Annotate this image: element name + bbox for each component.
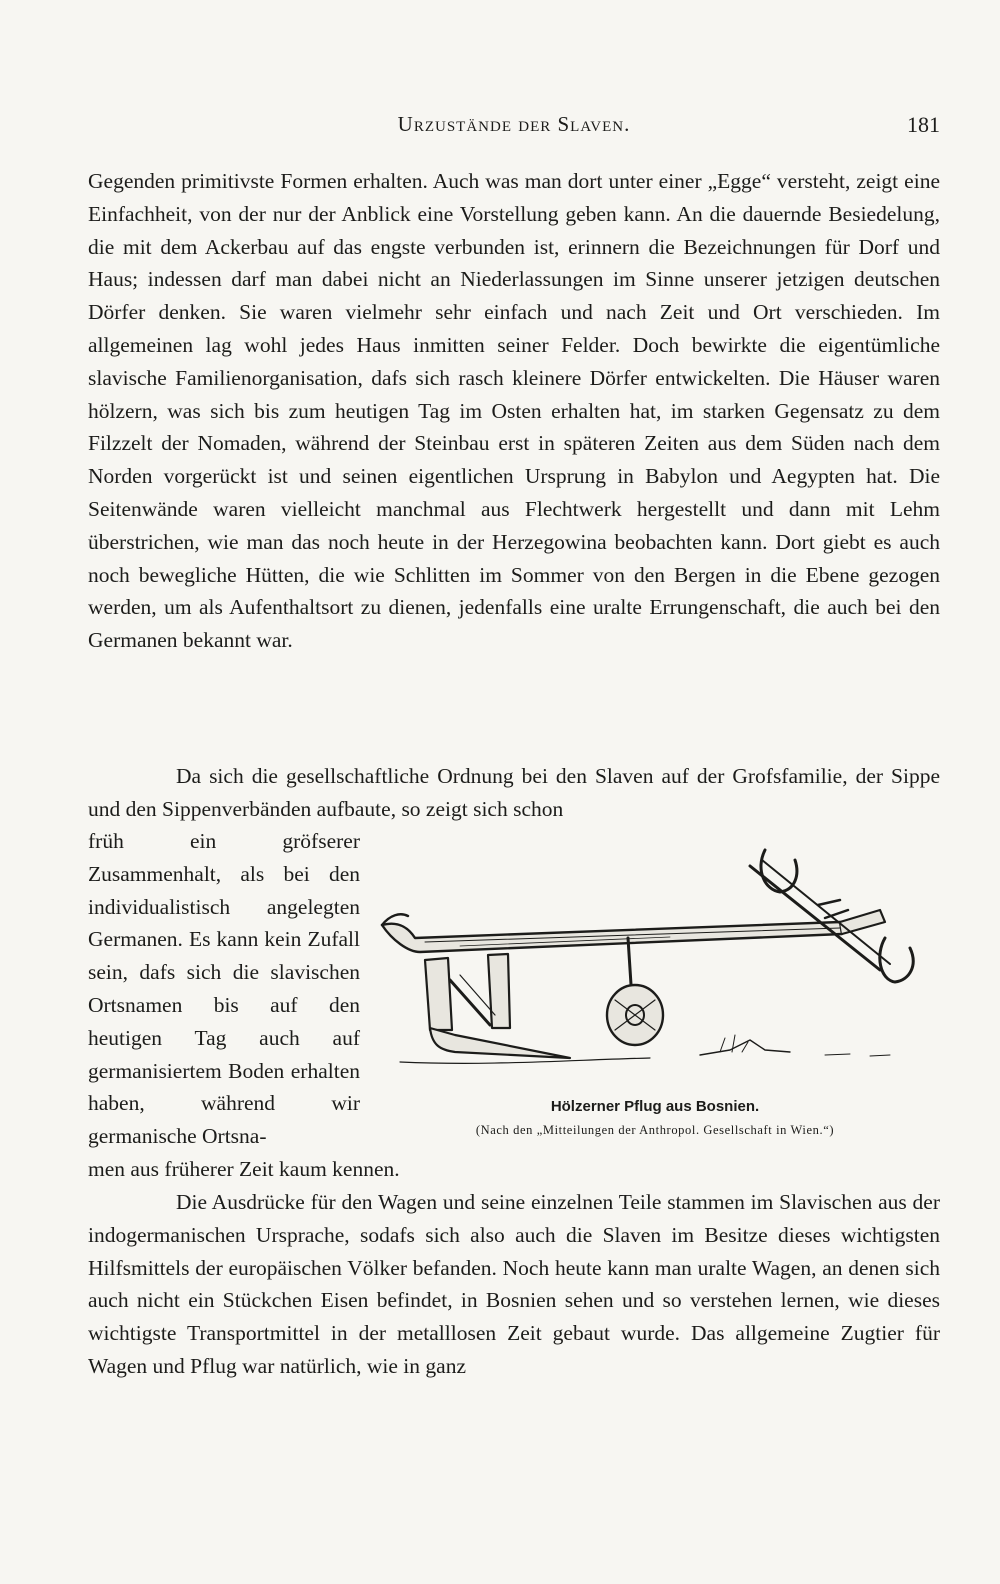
paragraph-2-wrapped-text: früh ein gröfserer Zusammenhalt, als bei den individualistisch angelegten Germanen. Es kann kein Zufall sein, dafs sich die slavischen Ortsnamen bis auf den heutigen Tag auch auf germanisiertem Boden erhalten haben, während wir germanische Ortsna- (88, 829, 360, 1149)
paragraph-1-text: Gegenden primitivste Formen erhalten. Auch was man dort unter einer „Egge“ versteht, zeigt eine Einfachheit, von der nur der Anblick eine Vorstellung geben kann. An die dauernde Besiedelung, die mit dem Ackerbau auf das engste verbunden ist, erinnern die Bezeichnungen für Dorf und Haus; indessen darf man dabei nicht an Niederlassungen im Sinne unserer jetzigen deutschen Dörfer denken. Sie waren vielmehr sehr einfach und nach Zeit und Ort verschieden. Im allgemeinen lag wohl jedes Haus inmitten seiner Felder. Doch bewirkte die eigentümliche slavische Familienorganisation, dafs sich rasch kleinere Dörfer entwickelten. Die Häuser waren hölzern, was sich bis zum heutigen Tag im Osten erhalten hat, im starken Gegensatz zu dem Filzzelt der Nomaden, während der Steinbau erst in späteren Zeiten aus dem Süden nach dem Norden vorgerückt ist und seinen eigentlichen Ursprung in Babylon und Aegypten hat. Die Seitenwände waren vielleicht manchmal aus Flechtwerk hergestellt und dann mit Lehm überstrichen, wie man das noch heute in der Herzegowina beobachten kann. Dort giebt es auch noch bewegliche Hütten, die wie Schlitten im Sommer von den Bergen in die Ebene gezogen werden, um als Aufenthaltsort zu dienen, jedenfalls eine uralte Errungenschaft, die auch bei den Germanen bekannt war. (88, 169, 940, 653)
paragraph-2 (88, 760, 940, 826)
running-title: Urzustände der Slaven. (397, 112, 631, 136)
figure-caption (370, 1098, 940, 1138)
running-head (88, 112, 940, 142)
page-number: 181 (907, 112, 940, 137)
paragraph-3 (88, 1186, 940, 1383)
paragraph-2-text: Da sich die gesellschaftliche Ordnung bei den Slaven auf der Grofsfamilie, der Sippe und den Sippenverbänden aufbaute, so zeigt sich schon (88, 764, 940, 821)
wooden-plough-illustration (370, 830, 940, 1090)
paragraph-2-last-line: men aus früherer Zeit kaum kennen. (88, 1157, 400, 1181)
caption-source: (Nach den „Mitteilungen der Anthropol. Gesellschaft in Wien.“) (475, 1123, 835, 1137)
paragraph-1 (88, 165, 940, 657)
plough-figure (370, 830, 940, 1090)
paragraph-3-text: Die Ausdrücke für den Wagen und seine einzelnen Teile stammen im Slavischen aus der indogermanischen Ursprache, sodafs sich also auch die Slaven im Besitze dieses wichtigsten Hilfsmittels der europäischen Völker befanden. Noch heute kann man uralte Wagen, an denen sich auch nicht ein Stückchen Eisen befindet, in Bosnien sehen und so verstehen lernen, wie dieses wichtigste Transportmittel in der metalllosen Zeit gebaut wurde. Das allgemeine Zugtier für Wagen und Pflug war natürlich, wie in ganz (88, 1190, 940, 1378)
caption-title: Hölzerner Pflug aus Bosnien. (550, 1098, 760, 1115)
